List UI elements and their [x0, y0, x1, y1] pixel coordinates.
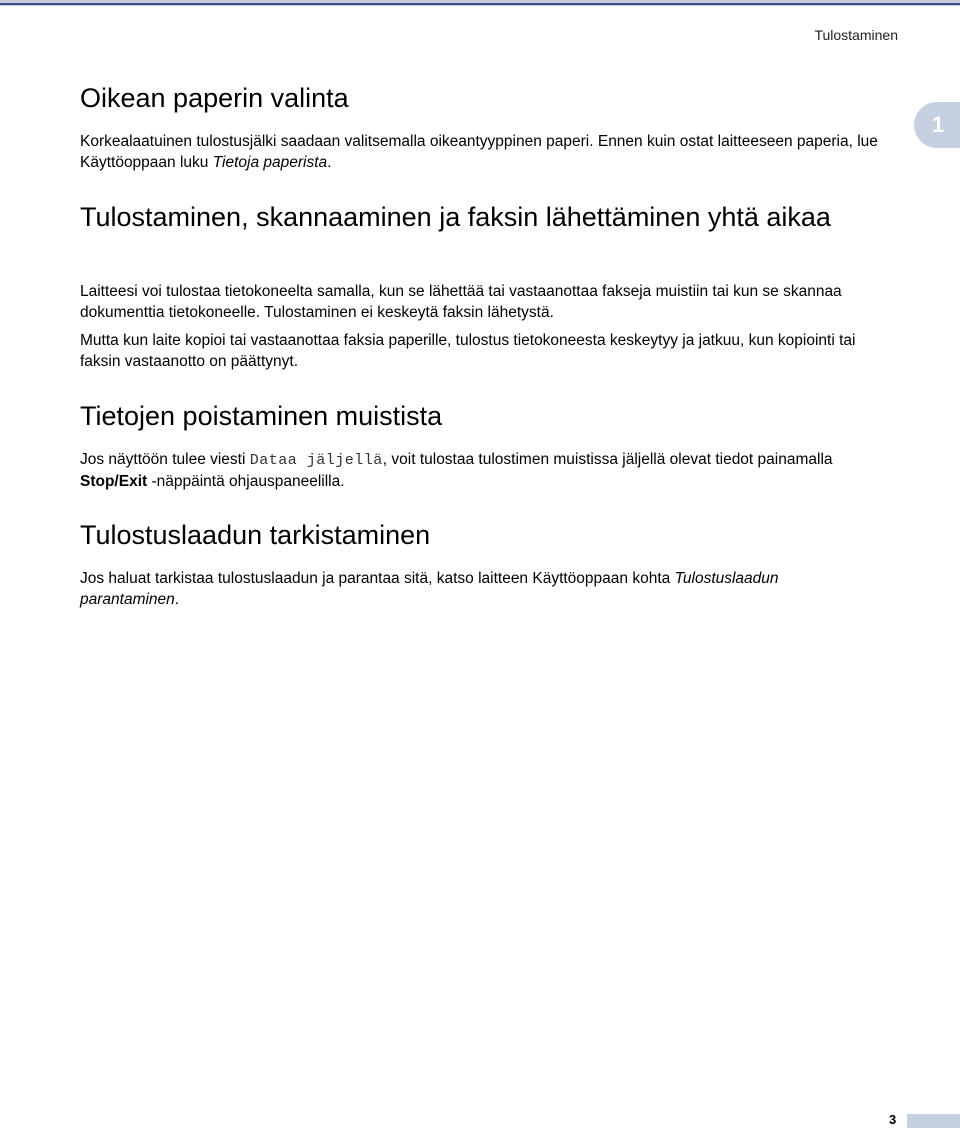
section-title-simultaneous: Tulostaminen, skannaaminen ja faksin lähettäminen yhtä aikaa [80, 202, 831, 232]
section-title-paper-selection: Oikean paperin valinta [80, 83, 349, 113]
paragraph-text: . [327, 153, 332, 171]
chapter-tab: 1 [914, 102, 960, 148]
paragraph-print-quality [80, 569, 880, 610]
paragraph-text: Jos näyttöön tulee viesti [80, 451, 250, 468]
paragraph-text: , voit tulostaa tulostimen muistissa jäljellä olevat tiedot painamalla [382, 451, 833, 468]
page-number: 3 [889, 1112, 897, 1127]
lcd-message: Dataa jäljellä [249, 452, 383, 469]
paragraph-text: Jos haluat tarkistaa tulostuslaadun ja parantaa sitä, katso laitteen Käyttöoppaan kohta [80, 570, 675, 587]
paragraph-simultaneous-2: Mutta kun laite kopioi tai vastaanottaa faksia paperille, tulostus tietokoneesta keskeytyy ja jatkuu, kun kopiointi tai faksin vastaanotto on päättynyt. [80, 332, 856, 370]
paragraph-simultaneous-1: Laitteesi voi tulostaa tietokoneelta samalla, kun se lähettää tai vastaanottaa fakseja muistiin tai kun se skannaa dokumenttia tietokoneelle. Tulostaminen ei keskeytä faksin lähetystä. [80, 283, 842, 321]
paragraph-text: -näppäintä ohjauspaneelilla. [147, 472, 345, 490]
paragraph-text: Korkealaatuinen tulostusjälki saadaan valitsemalla oikeantyyppinen paperi. Ennen kuin ostat laitteeseen paperia, lue Käyttöoppaan luku [80, 133, 878, 171]
paragraph-text: . [174, 590, 180, 608]
reference-paper-info: Tietoja paperista [212, 153, 328, 171]
paragraph-clear-memory [80, 450, 880, 492]
running-header: Tulostaminen [814, 27, 898, 43]
reference-print-quality: Tulostuslaadun parantaminen [80, 570, 779, 608]
section-title-print-quality: Tulostuslaadun tarkistaminen [80, 520, 431, 550]
paragraph-paper-selection [80, 132, 880, 173]
footer-bar [907, 1114, 960, 1128]
top-rule-line [0, 3, 960, 5]
stop-exit-key-label: Stop/Exit [80, 472, 148, 490]
section-title-clear-memory: Tietojen poistaminen muistista [80, 401, 443, 431]
